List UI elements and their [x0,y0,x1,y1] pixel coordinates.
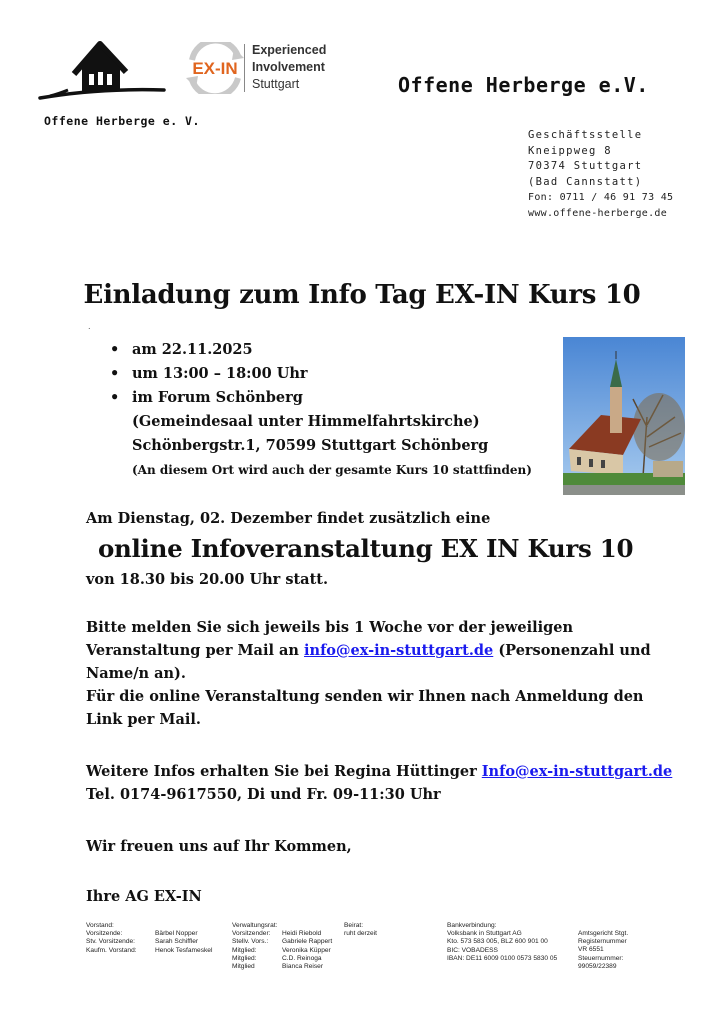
footer-bank-line: IBAN: DE11 6009 0100 0573 5830 05 [447,954,558,962]
footer-court [578,930,658,971]
exin-divider [244,44,245,92]
bullet-icon: • [110,389,120,406]
footer-vr-row [232,938,342,946]
registration-text [86,616,651,731]
office-district: (Bad Cannstatt) [528,175,643,188]
footer-verwaltungsrat [232,922,342,971]
contact-line-1 [86,760,673,783]
church-photo [563,337,685,495]
footer-vr-row [232,930,342,938]
exin-side-text [252,42,326,93]
footer-person: Bianca Reiser [282,963,324,971]
closing: Wir freuen uns auf Ihr Kommen, [86,838,352,855]
footer-role: Kaufm. Vorstand: [86,946,137,954]
footer-bank-line: Kto. 573 583 005, BLZ 600 901 00 [447,938,548,946]
event-time: um 13:00 – 18:00 Uhr [132,365,308,382]
footer-role: Mitglied [232,963,255,971]
office-address [528,128,673,221]
registration-line-2 [86,639,651,662]
exin-logo [180,42,250,94]
office-web: www.offene-herberge.de [528,207,668,219]
event-details [108,338,532,482]
footer-beirat [344,922,424,938]
contact-line-1-pre: Weitere Infos erhalten Sie bei Regina Hüttinger [86,763,482,780]
exin-line-1: Experienced [252,43,327,57]
footer-beirat-heading: Beirat: [344,922,364,929]
event-time-item [108,362,532,386]
footer-bank-line: BIC: VOBADESS [447,946,498,954]
footer-person: Henok Tesfameskel [155,946,213,954]
footer-person: Sarah Schiffler [155,938,199,946]
footer-beirat-value: ruht derzeit [344,930,377,938]
office-street: Kneippweg 8 [528,144,612,157]
footer-court-line: Steuernummer: [578,954,624,962]
contact-email-link[interactable]: Info@ex-in-stuttgart.de [481,763,673,780]
footer-role: Mitglied: [232,954,257,962]
registration-line-2-post: (Personenzahl und [493,642,651,659]
footer-vorstand-row [86,930,226,938]
event-place: im Forum Schönberg [132,389,303,406]
footer-role: Mitglied: [232,946,257,954]
footer-person: Bärbel Nopper [155,930,198,938]
office-label: Geschäftsstelle [528,129,643,141]
bullet-icon: • [110,341,120,358]
footer-role: Vorsitzender: [232,930,271,938]
small-dot: . [88,322,91,331]
footer-person: C.D. Reinoga [282,954,322,962]
footer-vorstand-row [86,947,226,955]
footer-role: Stellv. Vors.: [232,938,269,946]
footer-court-line: VR 6551 [578,946,604,954]
footer-person: Veronika Küpper [282,946,331,954]
event-date-item [108,338,532,362]
registration-line-1: Bitte melden Sie sich jeweils bis 1 Woche vor der jeweiligen [86,619,574,636]
registration-line-3: Name/n an). [86,665,186,682]
house-logo [38,38,166,102]
event-place-item [108,386,532,410]
footer-vr-row [232,947,342,955]
registration-line-2-pre: Veranstaltung per Mail an [86,642,305,659]
registration-line-4: Für die online Veranstaltung senden wir Ihnen nach Anmeldung den [86,688,644,705]
online-intro: Am Dienstag, 02. Dezember findet zusätzlich eine [86,510,491,527]
exin-line-2: Involvement [252,60,325,74]
footer-person: Gabriele Rappert [282,938,333,946]
exin-line-3: Stuttgart [252,77,300,91]
footer-person: Heidi Riebold [282,930,322,938]
page-title: Einladung zum Info Tag EX-IN Kurs 10 [83,280,641,310]
footer-role: Stv. Vorsitzende: [86,938,135,946]
signature: Ihre AG EX-IN [86,888,202,905]
contact-line-2: Tel. 0174-9617550, Di und Fr. 09-11:30 Uhr [86,786,441,803]
footer-vorstand-row [86,938,226,946]
registration-line-5: Link per Mail. [86,711,201,728]
footer-role: Vorsitzende: [86,930,123,938]
footer-bank-heading: Bankverbindung: [447,922,497,929]
footer-vorstand [86,922,226,955]
footer-court-line: 99059/22389 [578,962,617,970]
office-city: 70374 Stuttgart [528,160,643,172]
office-phone: Fon: 0711 / 46 91 73 45 [528,192,674,203]
exin-logo-text: EX-IN [192,59,238,78]
event-place-detail: (Gemeindesaal unter Himmelfahrtskirche) [132,413,480,430]
footer-verwaltungsrat-heading: Verwaltungsrat: [232,922,278,929]
contact-text [86,760,673,806]
footer-court-line: Amtsgericht Stgt. [578,930,629,937]
logo-caption: Offene Herberge e. V. [44,114,200,128]
online-time: von 18.30 bis 20.00 Uhr statt. [86,571,329,588]
footer-bank-line: Volksbank in Stuttgart AG [447,930,522,938]
event-note: (An diesem Ort wird auch der gesamte Kurs 10 stattfinden) [132,463,532,477]
footer-vorstand-heading: Vorstand: [86,922,114,929]
registration-email-link[interactable]: info@ex-in-stuttgart.de [304,642,494,659]
org-name: Offene Herberge e.V. [398,73,649,97]
bullet-icon: • [110,365,120,382]
footer-vr-row [232,963,342,971]
footer-vr-row [232,955,342,963]
event-date: am 22.11.2025 [132,341,253,358]
footer-court-line: Registernummer [578,938,627,946]
event-address: Schönbergstr.1, 70599 Stuttgart Schönberg [132,437,489,454]
footer-bank [447,922,575,963]
online-headline: online Infoveranstaltung EX IN Kurs 10 [98,534,634,563]
